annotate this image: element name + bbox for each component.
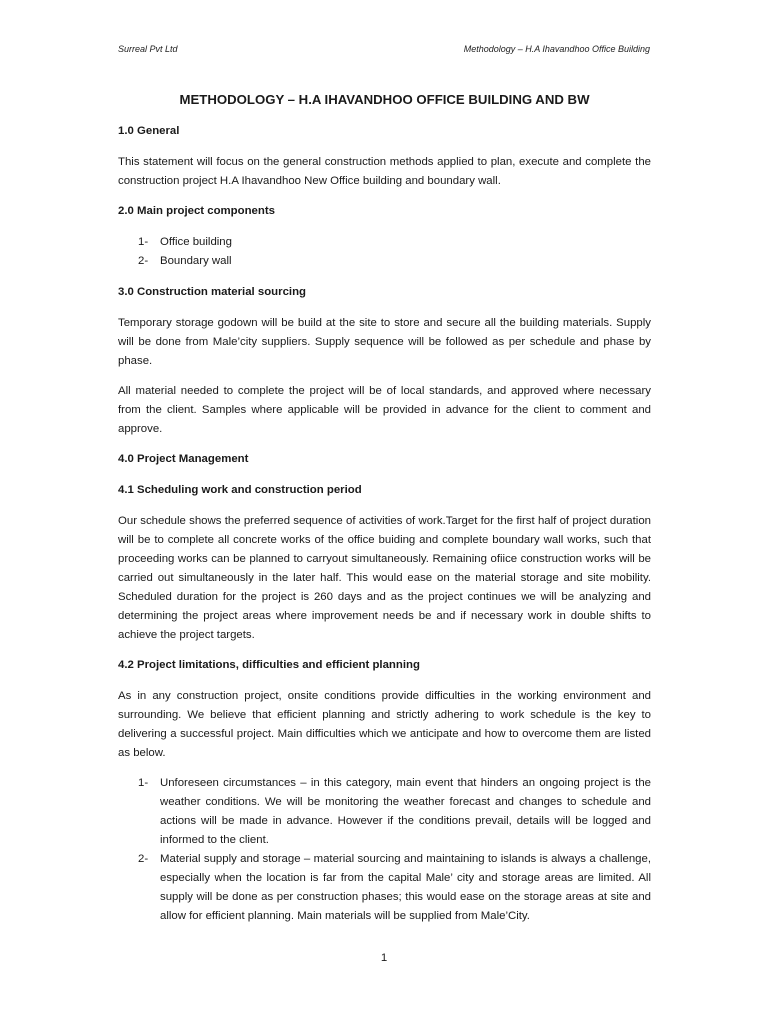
list-item-text: Material supply and storage – material sourcing and maintaining to islands is always a challenge, especially when the location is far from the capital Male’ city and storage areas are limited. All supply will be done as per construction phases; this would ease on the storage areas at site and allow for efficient planning. Main materials will be supplied from Male’City. bbox=[160, 853, 651, 922]
header-company: Surreal Pvt Ltd bbox=[118, 44, 178, 54]
section-heading-components: 2.0 Main project components bbox=[118, 205, 275, 217]
section-heading-sourcing: 3.0 Construction material sourcing bbox=[118, 286, 306, 298]
list-item-text: Boundary wall bbox=[160, 255, 232, 267]
list-item bbox=[118, 774, 651, 850]
header-document-title: Methodology – H.A Ihavandhoo Office Building bbox=[463, 44, 650, 54]
list-item bbox=[118, 850, 651, 926]
paragraph-limitations: As in any construction project, onsite conditions provide difficulties in the working environment and surrounding. We believe that efficient planning and strictly adhering to work schedule is the key to delivering a successful project. Main difficulties which we anticipate and how to overcome them are listed as below. bbox=[118, 690, 651, 759]
list-item-number: 2- bbox=[138, 255, 149, 267]
paragraph-scheduling: Our schedule shows the preferred sequence of activities of work.Target for the first half of project duration will be to complete all concrete works of the office buiding and complete boundary wall works, such that proceeding works can be planned to carryout simultaneously. Remaining ofiice construction works will be carried out simultaneously in the later half. This would ease on the material storage and site mobility. Scheduled duration for the project is 260 days and as the project continues we will be analyzing and determining the project areas where improvement needs be and if necessary work in double shifts to achieve the project targets. bbox=[118, 515, 651, 641]
list-item bbox=[118, 252, 651, 271]
list-item-number: 1- bbox=[138, 236, 149, 248]
paragraph-general: This statement will focus on the general construction methods applied to plan, execute and complete the construction project H.A Ihavandhoo New Office building and boundary wall. bbox=[118, 156, 651, 187]
list-item-text: Office building bbox=[160, 236, 232, 248]
section-heading-general: 1.0 General bbox=[118, 125, 180, 137]
section-heading-scheduling: 4.1 Scheduling work and construction period bbox=[118, 484, 362, 496]
section-heading-management: 4.0 Project Management bbox=[118, 453, 249, 465]
components-list bbox=[118, 233, 651, 271]
document-title: METHODOLOGY – H.A IHAVANDHOO OFFICE BUILDING AND BW bbox=[179, 92, 590, 107]
section-heading-limitations: 4.2 Project limitations, difficulties and efficient planning bbox=[118, 659, 420, 671]
paragraph-sourcing-2: All material needed to complete the project will be of local standards, and approved where necessary from the client. Samples where applicable will be provided in advance for the client to comment and approve. bbox=[118, 385, 651, 435]
list-item-number: 1- bbox=[138, 777, 149, 789]
list-item-number: 2- bbox=[138, 853, 149, 865]
page-header bbox=[118, 44, 650, 54]
list-item bbox=[118, 233, 651, 252]
difficulties-list bbox=[118, 774, 651, 926]
list-item-text: Unforeseen circumstances – in this category, main event that hinders an ongoing project is the weather conditions. We will be monitoring the weather forecast and changes to schedule and actions will be made in advance. However if the conditions prevail, details will be logged and informed to the client. bbox=[160, 777, 651, 846]
document-body bbox=[118, 90, 651, 938]
page-number: 1 bbox=[380, 952, 388, 964]
paragraph-sourcing-1: Temporary storage godown will be build at the site to store and secure all the building materials. Supply will be done from Male’city suppliers. Supply sequence will be followed as per schedule and phase by phase. bbox=[118, 317, 651, 367]
